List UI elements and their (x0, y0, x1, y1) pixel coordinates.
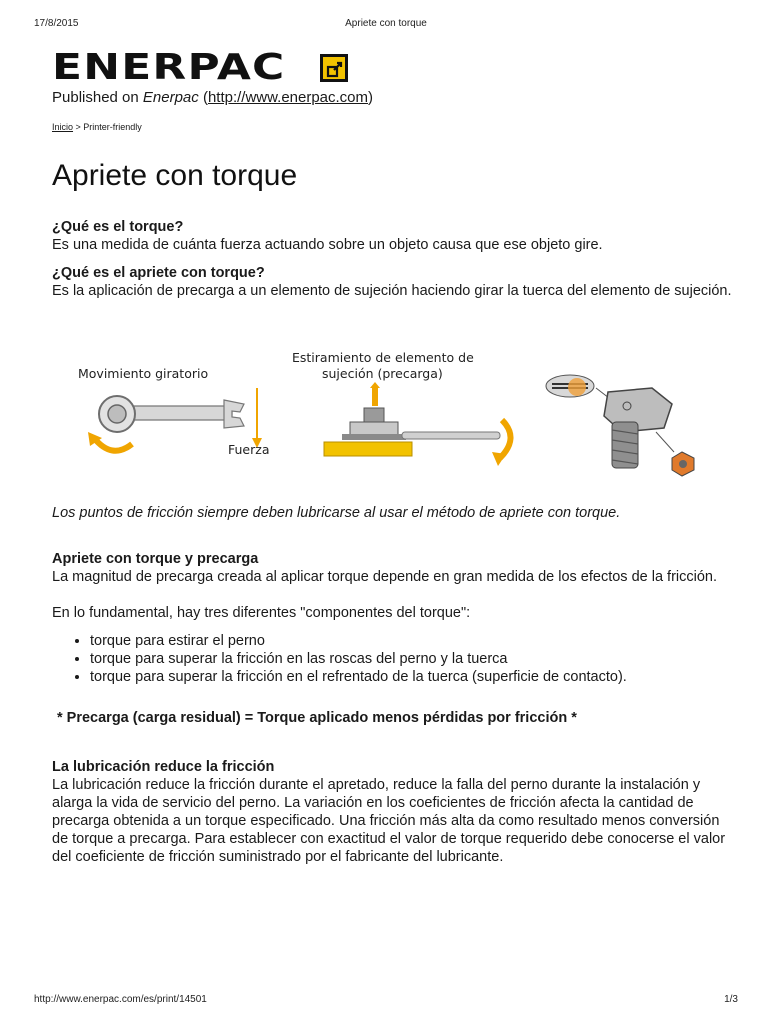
section-body: La magnitud de precarga creada al aplicar torque depende en gran medida de los efectos de la fricción. (52, 569, 718, 585)
breadcrumb-home-link[interactable]: Inicio (52, 122, 74, 132)
published-close: ) (368, 89, 374, 106)
torque-illustration (52, 348, 732, 478)
published-url-link[interactable]: http://www.enerpac.com (207, 89, 369, 106)
section-torque-preload (52, 550, 732, 622)
print-url: http://www.enerpac.com/es/print/14501 (34, 994, 207, 1005)
published-line (52, 88, 732, 108)
enerpac-logo (52, 48, 732, 88)
preload-formula: * Precarga (carga residual) = Torque aplicado menos pérdidas por fricción * (57, 710, 577, 726)
wrench-icon (99, 396, 244, 432)
breadcrumb (52, 122, 732, 132)
published-site: Enerpac (142, 89, 199, 106)
figure-caption: Los puntos de fricción siempre deben lubricarse al usar el método de apriete con torque. (52, 505, 621, 521)
stretch-arrowhead-icon (370, 382, 380, 388)
print-header (34, 18, 738, 32)
page-title: Apriete con torque (52, 159, 298, 192)
turn-arrowhead-icon (492, 452, 506, 466)
section-heading: Apriete con torque y precarga (52, 551, 259, 567)
logo-cylinder-icon (320, 54, 348, 82)
section-heading: La lubricación reduce la fricción (52, 759, 275, 775)
list-item: • torque para superar la fricción en el refrentado de la tuerca (superficie de contacto). (90, 668, 732, 686)
label-rotation: Movimiento giratorio (78, 366, 209, 381)
list-item: • torque para estirar el perno (90, 632, 732, 650)
published-open: ( (198, 89, 208, 106)
section-heading: ¿Qué es el torque? (52, 219, 184, 235)
logo-wordmark: ENERPAC (52, 47, 286, 88)
page-content (52, 48, 732, 866)
torque-illustration-svg (52, 348, 732, 478)
rotation-arrow-icon (94, 438, 132, 451)
bolt-assembly-icon (324, 408, 500, 456)
stretch-arrow-icon (372, 388, 378, 406)
print-title: Apriete con torque (345, 18, 427, 29)
section-what-is-torque-tightening (52, 264, 732, 300)
breadcrumb-separator: > (73, 122, 84, 132)
published-prefix: Published on (52, 89, 143, 106)
friction-points-icon (546, 375, 694, 476)
section-body: Es una medida de cuánta fuerza actuando sobre un objeto causa que ese objeto gire. (52, 237, 603, 253)
label-force: Fuerza (228, 442, 270, 457)
label-stretch-line1: Estiramiento de elemento de (292, 350, 474, 365)
section-body: La lubricación reduce la fricción durante el apretado, reduce la falla del perno durante la instalación y alarga la vida de servicio del perno. La variación en los coeficientes de fricción afecta la cantidad de precarga obtenida a un torque especificado. Una fricción más alta da como resultado menos conversión de torque a precarga. Para establecer con exactitud el valor de torque requerido debe conocerse el valor del coeficiente de fricción suministrado por el fabricante del lubricante. (52, 777, 726, 865)
page-number: 1/3 (724, 994, 738, 1005)
turn-arrow-icon (500, 420, 511, 458)
section-body: Es la aplicación de precarga a un elemento de sujeción haciendo girar la tuerca del elemento de sujeción. (52, 283, 732, 299)
breadcrumb-current: Printer-friendly (83, 122, 142, 132)
list-item: • torque para superar la fricción en las roscas del perno y la tuerca (90, 650, 732, 668)
section-what-is-torque (52, 218, 732, 254)
label-stretch-line2: sujeción (precarga) (322, 366, 443, 381)
section-body-2: En lo fundamental, hay tres diferentes "componentes del torque": (52, 605, 471, 621)
print-footer (34, 994, 738, 1008)
print-date: 17/8/2015 (34, 18, 79, 29)
section-lubrication (52, 758, 732, 866)
section-heading: ¿Qué es el apriete con torque? (52, 265, 265, 281)
torque-components-list (52, 632, 732, 686)
